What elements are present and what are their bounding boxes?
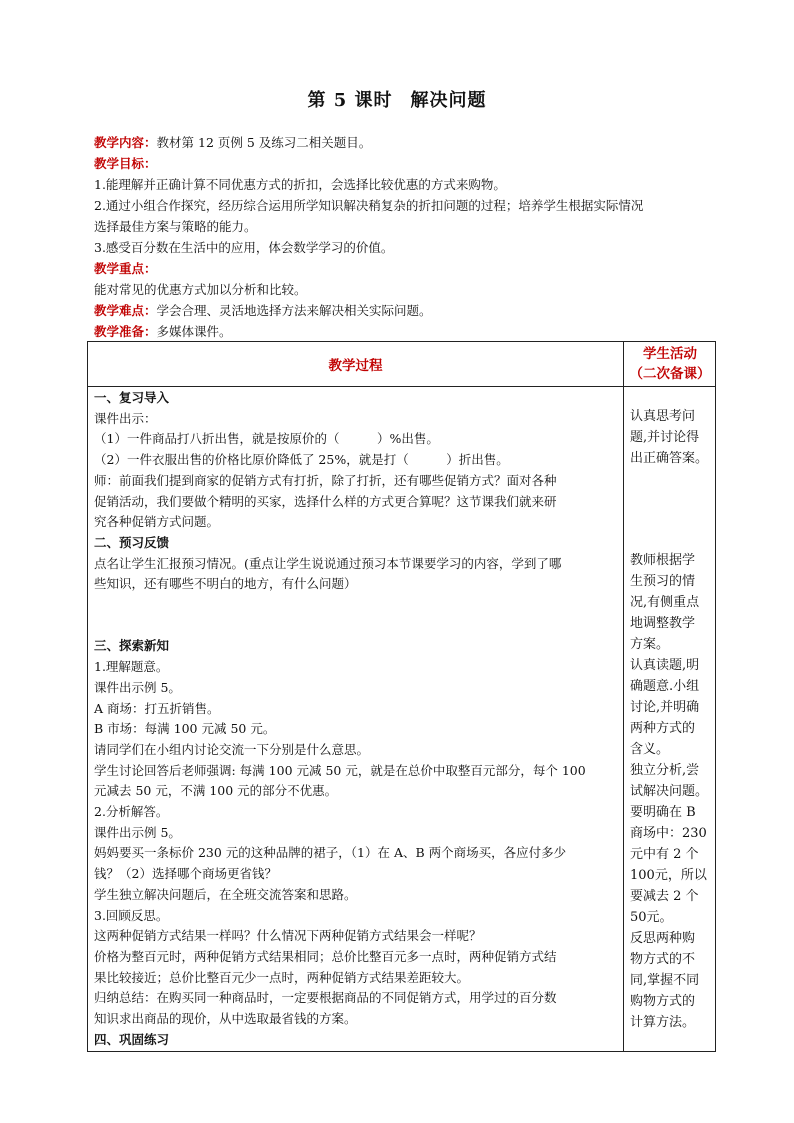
blank-space — [94, 595, 620, 636]
header-divider — [88, 386, 715, 387]
teaching-process-table — [87, 341, 716, 1052]
section-heading: 四、巩固练习 — [94, 1031, 170, 1047]
page-title — [0, 86, 794, 112]
process-line: 点名让学生汇报预习情况。(重点让学生说说通过预习本节课要学习的内容，学到了哪 — [94, 555, 562, 571]
activity-line: 同,掌握不同 — [630, 973, 700, 988]
process-line: 钱？（2）选择哪个商场更省钱？ — [94, 866, 277, 882]
activity-line: 商场中：230 — [630, 826, 707, 841]
activity-line: 地调整教学 — [630, 616, 696, 631]
process-line: 1.理解题意。 — [94, 659, 169, 675]
process-line: 价格为整百元时，两种促销方式结果相同；总价比整百元多一点时，两种促销方式结 — [94, 948, 557, 964]
difficulty-text: 学会合理、灵活地选择方法来解决相关实际问题。 — [156, 303, 432, 318]
activity-line: 要减去 2 个 — [630, 889, 699, 904]
process-line: 知识求出商品的现价，从中选取最省钱的方案。 — [94, 1011, 357, 1027]
goal-line: 选择最佳方案与策略的能力。 — [94, 219, 257, 234]
difficulty-label: 教学难点： — [94, 303, 157, 318]
activity-line: 计算方法。 — [630, 1015, 696, 1030]
activity-line: 确题意.小组 — [630, 679, 700, 694]
activity-line: 试解决问题。 — [630, 784, 709, 799]
activity-line: 两种方式的 — [630, 721, 696, 736]
activity-line: 独立分析,尝 — [630, 763, 700, 778]
student-activity-block-2 — [630, 550, 714, 1033]
section-heading: 三、探索新知 — [94, 638, 170, 654]
title-lesson-number: 第 5 课时 — [307, 90, 393, 111]
activity-line: 方案。 — [630, 637, 670, 652]
process-line: 课件出示： — [94, 410, 157, 426]
preparation-row — [94, 321, 714, 342]
process-line: 些知识，还有哪些不明白的地方，有什么问题） — [94, 576, 357, 592]
activity-line: 认真思考问 — [630, 409, 696, 424]
process-line: B 市场：每满 100 元减 50 元。 — [94, 721, 276, 737]
activity-line: 出正确答案。 — [630, 451, 709, 466]
student-activity-block-1 — [630, 406, 714, 469]
preparation-text: 多媒体课件。 — [156, 324, 232, 339]
process-line: 请同学们在小组内讨论交流一下分别是什么意思。 — [94, 741, 370, 757]
key-point-row — [94, 258, 714, 279]
process-line: 3.回顾反思。 — [94, 907, 169, 923]
key-point-label: 教学重点： — [94, 261, 157, 276]
process-line: 果比较接近；总价比整百元少一点时，两种促销方式结果差距较大。 — [94, 969, 470, 985]
activity-line: 物方式的不 — [630, 952, 696, 967]
activity-line: 含义。 — [630, 742, 670, 757]
section-heading: 二、预习反馈 — [94, 534, 170, 550]
section-heading: 一、复习导入 — [94, 390, 170, 405]
teaching-content-text: 教材第 12 页例 5 及练习二相关题目。 — [156, 135, 372, 150]
key-point-text: 能对常见的优惠方式加以分析和比较。 — [94, 282, 307, 297]
process-line: 元减去 50 元，不满 100 元的部分不优惠。 — [94, 783, 338, 799]
process-line: 课件出示例 5。 — [94, 679, 181, 695]
header-teaching-process: 教学过程 — [328, 358, 383, 374]
process-line: 师：前面我们提到商家的促销方式有打折，除了打折，还有哪些促销方式？面对各种 — [94, 472, 557, 488]
teaching-goals-label: 教学目标： — [94, 156, 157, 171]
goal-line: 2.通过小组合作探究，经历综合运用所学知识解决稍复杂的折扣问题的过程；培养学生根据实际情况 — [94, 198, 644, 213]
header-student-activity — [624, 342, 716, 386]
activity-line: 教师根据学 — [630, 553, 696, 568]
process-line: 促销活动，我们要做个精明的买家，选择什么样的方式更合算呢？这节课我们就来研 — [94, 493, 557, 509]
column-divider — [623, 342, 624, 1051]
process-line: 这两种促销方式结果一样吗？什么情况下两种促销方式结果会一样呢？ — [94, 928, 482, 944]
activity-line: 要明确在 B — [630, 805, 696, 820]
process-line: A 商场：打五折销售。 — [94, 700, 220, 716]
preparation-label: 教学准备： — [94, 324, 157, 339]
difficulty-row — [94, 300, 714, 321]
activity-line: 反思两种购 — [630, 931, 696, 946]
title-topic: 解决问题 — [410, 90, 487, 111]
process-line: 归纳总结：在购买同一种商品时，一定要根据商品的不同促销方式，用学过的百分数 — [94, 990, 557, 1006]
process-line: 学生独立解决问题后，在全班交流答案和思路。 — [94, 886, 357, 902]
teaching-process-content — [94, 388, 620, 1050]
process-line: 课件出示例 5。 — [94, 824, 181, 840]
activity-line: 购物方式的 — [630, 994, 696, 1009]
goal-line: 3.感受百分数在生活中的应用，体会数学学习的价值。 — [94, 240, 394, 255]
activity-line: 题,并讨论得 — [630, 430, 700, 445]
process-line: 2.分析解答。 — [94, 804, 169, 820]
process-line: （1）一件商品打八折出售，就是按原价的（ ）%出售。 — [94, 431, 439, 447]
lesson-meta — [94, 132, 714, 342]
process-line: 究各种促销方式问题。 — [94, 514, 220, 530]
activity-line: 100元，所以 — [630, 868, 707, 883]
teaching-content-row — [94, 132, 714, 153]
activity-line: 50元。 — [630, 910, 673, 925]
activity-line: 讨论,并明确 — [630, 700, 700, 715]
header-student-activity-title: 学生活动 — [643, 346, 697, 362]
activity-line: 况,有侧重点 — [630, 595, 700, 610]
process-line: 妈妈要买一条标价 230 元的这种品牌的裙子，（1）在 A、B 两个商场买，各应付多少 — [94, 845, 567, 861]
process-line: （2）一件衣服出售的价格比原价降低了 25%，就是打（ ）折出售。 — [94, 452, 509, 468]
process-line: 学生讨论回答后老师强调: 每满 100 元减 50 元，就是在总价中取整百元部分，每个 100 — [94, 762, 586, 778]
header-second-preparation: （二次备课） — [629, 366, 711, 382]
goal-line: 1.能理解并正确计算不同优惠方式的折扣，会选择比较优惠的方式来购物。 — [94, 177, 506, 192]
teaching-goals-row — [94, 153, 714, 174]
activity-line: 认真读题,明 — [630, 658, 700, 673]
activity-line: 生预习的情 — [630, 574, 696, 589]
teaching-content-label: 教学内容： — [94, 135, 157, 150]
activity-line: 元中有 2 个 — [630, 847, 699, 862]
